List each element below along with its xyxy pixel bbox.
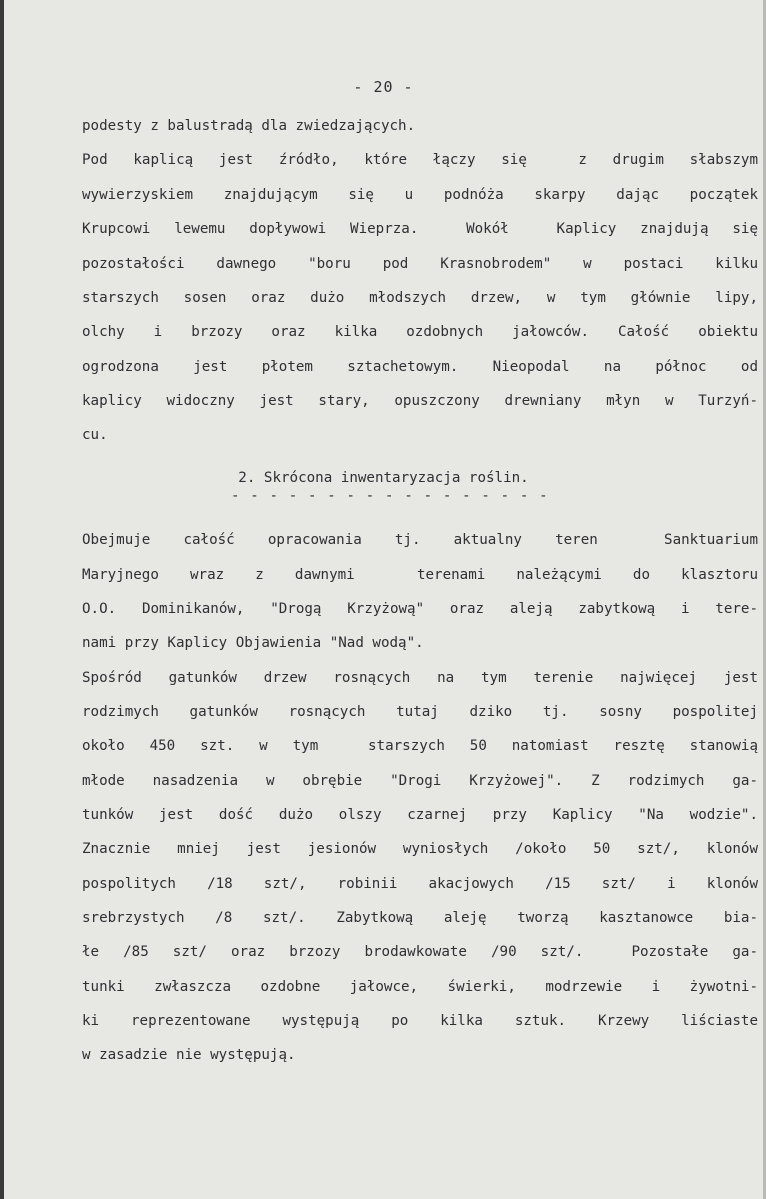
paragraph-2-line: tunki zwłaszcza ozdobne jałowce, świerki, modrzewie i żywotni- [82,979,758,995]
paragraph-1-line: cu. [82,427,108,443]
paragraph-2-line: srebrzystych /8 szt/. Zabytkową aleję tworzą kasztanowce bia- [82,910,758,926]
section-heading-underline: - - - - - - - - - - - - - - - - - [231,488,549,504]
paragraph-2-line: rodzimych gatunków rosnących tutaj dziko tj. sosny pospolitej [82,704,758,720]
paragraph-1-line: kaplicy widoczny jest stary, opuszczony drewniany młyn w Turzyń- [82,393,758,409]
paragraph-2-line: łe /85 szt/ oraz brzozy brodawkowate /90 szt/. Pozostałe ga- [82,944,758,960]
paragraph-2-line: nami przy Kaplicy Objawienia "Nad wodą". [82,635,424,651]
paragraph-1-line: pozostałości dawnego "boru pod Krasnobrodem" w postaci kilku [82,256,758,272]
paragraph-1-line: podesty z balustradą dla zwiedzających. [82,118,416,134]
section-heading: 2. Skrócona inwentaryzacja roślin. [238,470,529,486]
paragraph-1-line: Pod kaplicą jest źródło, które łączy się z drugim słabszym [82,152,758,168]
paragraph-2-line: Znacznie mniej jest jesionów wyniosłych /około 50 szt/, klonów [82,841,758,857]
paragraph-2-line: tunków jest dość dużo olszy czarnej przy Kaplicy "Na wodzie". [82,807,758,823]
paragraph-2-line: O.O. Dominikanów, "Drogą Krzyżową" oraz aleją zabytkową i tere- [82,601,758,617]
paragraph-1-line: ogrodzona jest płotem sztachetowym. Nieopodal na północ od [82,359,758,375]
paragraph-1-line: olchy i brzozy oraz kilka ozdobnych jałowców. Całość obiektu [82,324,758,340]
paragraph-2-line: młode nasadzenia w obrębie "Drogi Krzyżowej". Z rodzimych ga- [82,773,758,789]
page-number: - 20 - [353,78,414,96]
paragraph-1-line: Krupcowi lewemu dopływowi Wieprza. Wokół Kaplicy znajdują się [82,221,758,237]
paragraph-2-line: w zasadzie nie występują. [82,1047,296,1063]
paragraph-2-line: pospolitych /18 szt/, robinii akacjowych /15 szt/ i klonów [82,876,758,892]
paragraph-2-line: Spośród gatunków drzew rosnących na tym terenie najwięcej jest [82,670,758,686]
paragraph-2-line: około 450 szt. w tym starszych 50 natomiast resztę stanowią [82,738,758,754]
paragraph-2-line: ki reprezentowane występują po kilka sztuk. Krzewy liściaste [82,1013,758,1029]
paragraph-2-line: Obejmuje całość opracowania tj. aktualny teren Sanktuarium [82,532,758,548]
paragraph-2-line: Maryjnego wraz z dawnymi terenami należącymi do klasztoru [82,567,758,583]
paragraph-1-line: starszych sosen oraz dużo młodszych drzew, w tym głównie lipy, [82,290,758,306]
paragraph-1-line: wywierzyskiem znajdującym się u podnóża skarpy dając początek [82,187,758,203]
